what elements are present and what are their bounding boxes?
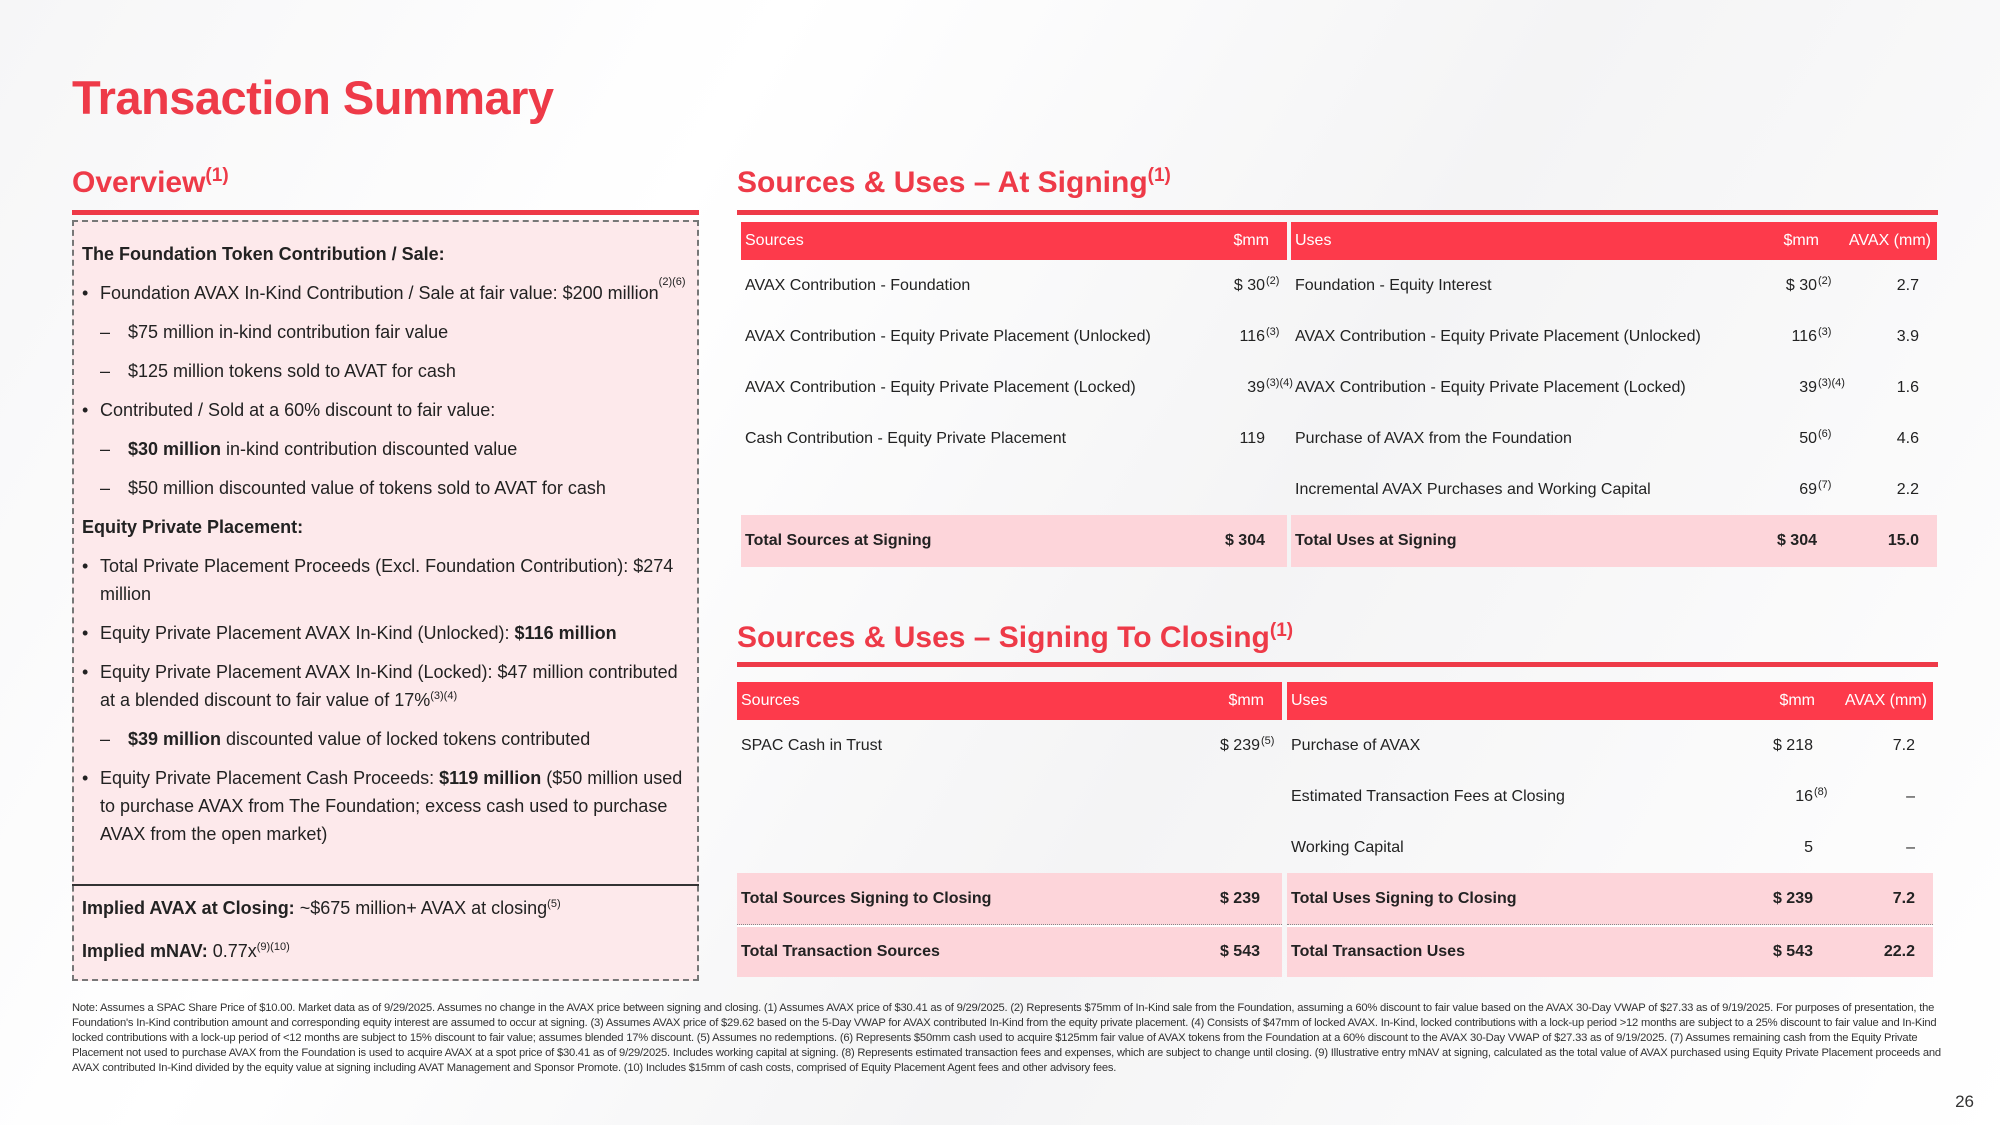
mm-cell-value: 16	[1795, 787, 1813, 805]
table-row	[1287, 771, 1933, 822]
bold-text: $119 million	[439, 768, 542, 788]
avax-cell	[1906, 839, 1915, 857]
footnote-ref: (5)	[1261, 734, 1275, 747]
total-avax-cell	[1888, 532, 1919, 550]
row-label: AVAX Contribution - Foundation	[745, 276, 971, 294]
avax-cell	[1906, 788, 1915, 806]
bullet	[82, 764, 687, 848]
total-mm-cell-value: $ 304	[1224, 532, 1265, 549]
row-label: Total Uses at Signing	[1295, 532, 1457, 549]
mm-cell-value: 119	[1239, 429, 1265, 447]
avax-cell	[1897, 430, 1919, 448]
sub-bullet	[82, 435, 687, 463]
total-mm-cell-value: $ 304	[1776, 532, 1817, 549]
column-header-avax-value: AVAX (mm)	[1844, 692, 1927, 709]
bold-text: $39 million	[128, 729, 222, 749]
bullet-text: Foundation AVAX In-Kind Contribution / Sale at fair value: $200 million	[100, 283, 659, 303]
bold-text: $30 million	[128, 439, 222, 459]
mm-cell	[1799, 376, 1845, 397]
mm-cell-value: $ 218	[1772, 736, 1813, 754]
panel-divider	[72, 884, 699, 886]
signing-heading	[737, 166, 1171, 200]
sub-bullet: – $75 million in-kind contribution fair value	[82, 318, 687, 346]
table-row	[1291, 260, 1937, 311]
avax-cell-value: 3.9	[1896, 327, 1919, 345]
sub-bullet: – $125 million tokens sold to AVAT for cash	[82, 357, 687, 385]
avax-cell	[1893, 737, 1915, 755]
avax-cell	[1897, 328, 1919, 346]
avax-cell-value: –	[1906, 838, 1915, 856]
row-label: Purchase of AVAX from the Foundation	[1295, 429, 1572, 447]
closing-uses-table	[1287, 682, 1933, 977]
total-row	[1291, 515, 1937, 567]
label: Implied mNAV:	[82, 941, 208, 961]
label: Implied AVAX at Closing:	[82, 898, 295, 918]
signing-uses-table	[1291, 222, 1937, 567]
total-avax-cell	[1893, 890, 1915, 908]
column-header-avax	[1845, 692, 1927, 710]
text: ($50 million used to purchase AVAX from The Foundation; excess cash used to purchase AVAX from the open market)	[100, 768, 683, 844]
mm-cell-value: 116	[1239, 327, 1265, 345]
epp-heading: Equity Private Placement:	[82, 517, 304, 537]
column-header-mm-value: $mm	[1779, 692, 1815, 709]
total-mm-cell-value: $ 239	[1219, 889, 1260, 907]
implied-mnav	[82, 941, 290, 962]
avax-cell-value: 2.2	[1896, 480, 1919, 498]
total-avax-cell	[1884, 943, 1915, 961]
footnote-ref: (2)	[1266, 274, 1280, 287]
value: 0.77x	[207, 941, 257, 961]
table-row	[1287, 822, 1933, 873]
page-title: Transaction Summary	[72, 71, 554, 124]
row-label: Total Transaction Uses	[1291, 943, 1465, 960]
column-header: Uses	[1291, 692, 1328, 709]
overview-heading	[72, 166, 229, 200]
avax-cell-value: –	[1906, 787, 1915, 805]
table-row	[741, 260, 1287, 311]
footnote-ref: (2)(6)	[658, 276, 686, 288]
total-mm-cell	[1225, 532, 1265, 550]
total-mm-cell	[1220, 890, 1260, 908]
foundation-heading: The Foundation Token Contribution / Sale:	[82, 244, 445, 264]
total-row	[737, 925, 1282, 977]
closing-rule	[737, 662, 1938, 667]
total-row	[737, 873, 1282, 925]
page-number: 26	[1955, 1092, 1974, 1111]
text: in-kind contribution discounted value	[221, 439, 518, 459]
column-header-mm-value: $mm	[1228, 692, 1264, 709]
mm-cell	[1239, 325, 1280, 346]
heading-text: Sources & Uses – At Signing	[737, 166, 1148, 199]
overview-heading-text: Overview	[72, 166, 206, 199]
row-label: Cash Contribution - Equity Private Placement	[745, 429, 1067, 447]
table-row	[1291, 311, 1937, 362]
column-header: Sources	[745, 232, 804, 249]
table-row	[1291, 464, 1937, 515]
footnote-ref: (3)	[1818, 325, 1832, 338]
table-row	[741, 311, 1287, 362]
mm-cell-value: 39	[1799, 378, 1817, 396]
column-header-mm	[1228, 692, 1264, 710]
total-avax-cell-value: 22.2	[1883, 943, 1915, 960]
signing-rule	[737, 210, 1938, 215]
avax-cell	[1897, 277, 1919, 295]
column-header-mm	[1779, 692, 1815, 710]
text: Equity Private Placement Cash Proceeds:	[100, 768, 440, 788]
table-row	[741, 362, 1293, 413]
table-row	[1287, 720, 1933, 771]
footnote-ref: (8)	[1814, 785, 1828, 798]
table-row	[741, 413, 1287, 464]
table-row	[737, 771, 1282, 822]
total-row	[1287, 925, 1933, 977]
mm-cell-value: $ 30	[1785, 276, 1817, 294]
footnote-ref: (3)(4)	[1266, 376, 1293, 389]
column-header-mm-value: $mm	[1783, 232, 1819, 249]
row-label: Working Capital	[1291, 838, 1404, 856]
footnote-ref: (1)	[1269, 620, 1294, 641]
footnote-ref: (2)	[1818, 274, 1832, 287]
footnote-ref: (3)(4)	[1818, 376, 1845, 389]
implied-avax	[82, 898, 561, 919]
footnote-ref: (3)	[1266, 325, 1280, 338]
avax-cell-value: 2.7	[1896, 276, 1919, 294]
mm-cell	[1773, 737, 1813, 755]
table-header	[1291, 222, 1937, 260]
mm-cell	[1799, 478, 1832, 499]
text: Equity Private Placement AVAX In-Kind (Locked): $47 million contributed at a blended discount to fair value of 17%	[100, 662, 678, 710]
avax-cell-value: 4.6	[1896, 429, 1919, 447]
row-label: AVAX Contribution - Equity Private Placement (Unlocked)	[1295, 327, 1701, 345]
mm-cell	[1791, 325, 1832, 346]
table-row	[1291, 362, 1937, 413]
mm-cell-value: 39	[1247, 378, 1265, 396]
bullet	[82, 619, 687, 647]
mm-cell	[1219, 734, 1275, 755]
footnote: Note: Assumes a SPAC Share Price of $10.00. Market data as of 9/29/2025. Assumes no change in the AVAX price between signing and closing. (1) Assumes AVAX price of $30.41 as of 9/29/2025. (2) Represents $75mm of In-Kind sale from the Foundation, assuming a 60% discount to fair value based on the AVAX 30-Day VWAP of $27.33 as of 9/19/2025. For purposes of presentation, the Foundation's In-Kind contribution amount and corresponding equity interest are assumed to occur at signing. (3) Assumes AVAX price of $29.62 based on the 5-Day VWAP for AVAX contributed In-Kind from the equity private placement. (4) Consists of $47mm of locked AVAX. In-Kind, locked contributions with a lock-up period >12 months are subject to a 25% discount to fair value and In-Kind locked contributions with a lock-up period of <12 months are subject to 15% discount to fair value; assumes blended 17% discount. (5) Assumes no redemptions. (6) Represents $50mm cash used to acquire $125mm fair value of AVAX tokens from the Foundation at a 60% discount to the AVAX 30-Day VWAP of $27.33 as of 9/19/2025. (7) Assumes remaining cash from the Equity Private Placement not used to purchase AVAX from the Foundation is used to acquire AVAX at a spot price of $30.41 as of 9/29/2025. Includes working capital at signing. (8) Represents estimated transaction fees and expenses, which are subject to change until closing. (9) Illustrative entry mNAV at signing, calculated as the total value of AVAX purchased using Equity Private Placement proceeds and AVAX contributed In-Kind divided by the equity value at signing including AVAT Management and Sponsor Promote. (10) Includes $15mm of cash costs, comprised of Equity Placement Agent fees and other advisory fees.	[72, 1002, 1941, 1074]
row-label: Total Transaction Sources	[741, 943, 940, 960]
total-mm-cell	[1773, 943, 1813, 961]
total-row	[1287, 873, 1933, 925]
closing-heading	[737, 621, 1293, 655]
total-mm-cell-value: $ 239	[1772, 889, 1813, 907]
table-header	[741, 222, 1287, 260]
avax-cell	[1897, 481, 1919, 499]
column-header-mm	[1783, 232, 1819, 250]
mm-cell	[1795, 785, 1828, 806]
sub-bullet: – $50 million discounted value of tokens sold to AVAT for cash	[82, 474, 687, 502]
sub-bullet	[82, 725, 687, 753]
row-label: Purchase of AVAX	[1291, 736, 1421, 754]
bullet: • Total Private Placement Proceeds (Excl. Foundation Contribution): $274 million	[82, 552, 687, 608]
table-row	[737, 720, 1282, 771]
row-label: Total Sources Signing to Closing	[741, 889, 992, 907]
row-label: AVAX Contribution - Equity Private Placement (Unlocked)	[745, 327, 1151, 345]
bullet	[82, 276, 687, 307]
overview-panel	[72, 220, 699, 981]
footnote-ref: (6)	[1818, 427, 1832, 440]
signing-sources-table	[741, 222, 1293, 567]
row-label: Incremental AVAX Purchases and Working Capital	[1295, 480, 1651, 498]
mm-cell	[1804, 839, 1813, 857]
value: ~$675 million+ AVAX at closing	[294, 898, 548, 918]
total-row	[741, 515, 1287, 567]
column-header-mm	[1233, 232, 1269, 250]
footnote-ref: (9)(10)	[256, 941, 290, 953]
row-label: AVAX Contribution - Equity Private Placement (Locked)	[745, 378, 1136, 396]
table-row	[737, 822, 1282, 873]
mm-cell-value: 116	[1791, 327, 1817, 345]
column-header: Sources	[741, 692, 800, 709]
mm-cell	[1239, 430, 1265, 448]
footnote-ref: (5)	[547, 898, 561, 910]
total-mm-cell	[1773, 890, 1813, 908]
avax-cell	[1897, 379, 1919, 397]
bullet: • Contributed / Sold at a 60% discount to fair value:	[82, 396, 687, 424]
total-mm-cell	[1777, 532, 1817, 550]
row-label: AVAX Contribution - Equity Private Placement (Locked)	[1295, 378, 1686, 396]
table-header	[737, 682, 1282, 720]
mm-cell	[1247, 376, 1293, 397]
text: Equity Private Placement AVAX In-Kind (Unlocked):	[100, 623, 515, 643]
mm-cell-value: $ 239	[1219, 736, 1260, 754]
footnote-ref: (7)	[1818, 478, 1832, 491]
mm-cell	[1233, 274, 1280, 295]
overview-rule	[72, 210, 699, 215]
total-mm-cell-value: $ 543	[1772, 943, 1813, 960]
avax-cell-value: 7.2	[1892, 736, 1915, 754]
table-header	[1287, 682, 1933, 720]
total-avax-cell-value: 7.2	[1892, 889, 1915, 907]
row-label: Total Uses Signing to Closing	[1291, 889, 1517, 907]
table-row	[741, 464, 1287, 515]
column-header: Uses	[1295, 232, 1332, 249]
closing-sources-table	[737, 682, 1282, 977]
row-label: Estimated Transaction Fees at Closing	[1291, 787, 1565, 805]
text: discounted value of locked tokens contributed	[221, 729, 591, 749]
bold-text: $116 million	[514, 623, 617, 643]
mm-cell	[1799, 427, 1832, 448]
total-mm-cell-value: $ 543	[1219, 943, 1260, 960]
mm-cell-value: 69	[1799, 480, 1817, 498]
mm-cell-value: $ 30	[1233, 276, 1265, 294]
total-avax-cell-value: 15.0	[1887, 532, 1919, 549]
row-label: Foundation - Equity Interest	[1295, 276, 1492, 294]
mm-cell	[1785, 274, 1832, 295]
mm-cell-value: 50	[1799, 429, 1817, 447]
table-row	[1291, 413, 1937, 464]
footnote-ref: (1)	[1147, 165, 1171, 186]
footnote-ref: (3)(4)	[430, 690, 458, 702]
heading-text: Sources & Uses – Signing To Closing	[737, 621, 1270, 654]
avax-cell-value: 1.6	[1896, 378, 1919, 396]
total-mm-cell	[1220, 943, 1260, 961]
column-header-mm-value: $mm	[1233, 232, 1269, 249]
bullet	[82, 658, 687, 714]
row-label: Total Sources at Signing	[745, 532, 932, 549]
mm-cell-value: 5	[1804, 838, 1813, 856]
row-label: SPAC Cash in Trust	[741, 736, 883, 754]
footnote-ref: (1)	[205, 165, 229, 186]
column-header-avax	[1849, 232, 1931, 250]
column-header-avax-value: AVAX (mm)	[1848, 232, 1931, 249]
